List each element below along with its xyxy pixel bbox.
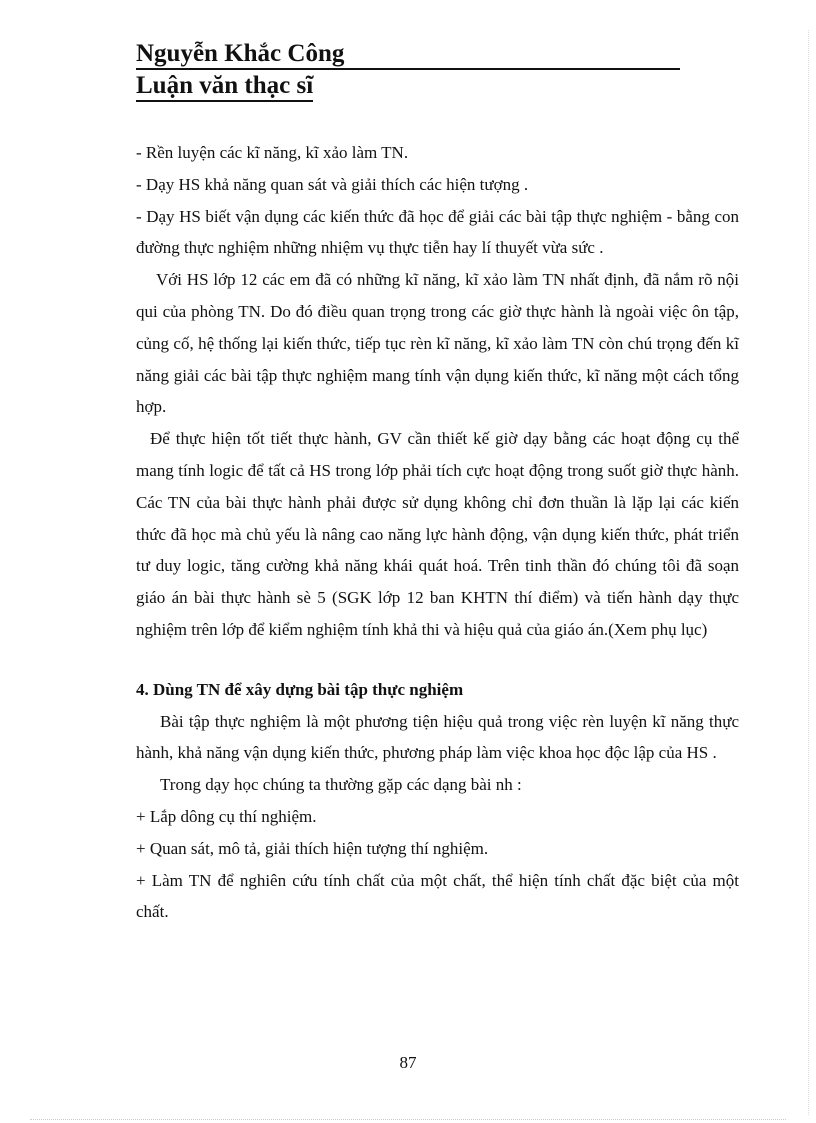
bullet-item: - Rền luyện các kĩ năng, kĩ xảo làm TN. [136,143,409,162]
list-item: + Làm TN để nghiên cứu tính chất của một chất, thể hiện tính chất đặc biệt của một chất. [136,870,739,922]
bullet-item: - Dạy HS khả năng quan sát và giải thích các hiện tượng . [136,174,529,194]
list-item: + Lắp dông cụ thí nghiệm. [136,806,317,826]
author-name: Nguyễn Khắc Công [136,40,680,70]
paragraph: Với HS lớp 12 các em đã có những kĩ năng, kĩ xảo làm TN nhất định, đã nắm rõ nội qui của phòng TN. Do đó điều quan trọng trong các giờ thực hành là ngoài việc ôn tập, củng cố, hệ thống lại kiến thức, tiếp tục rèn kĩ năng, kĩ xảo làm TN còn chú trọng đến kĩ năng giải các bài tập thực nghiệm mang tính vận dụng kiến thức, kĩ năng một cách tổng hợp. [136,270,739,417]
document-type: Luận văn thạc sĩ [136,72,313,102]
page-number: 87 [399,1053,417,1072]
paragraph: Để thực hiện tốt tiết thực hành, GV cần thiết kế giờ dạy bằng các hoạt động cụ thể mang tính logic để tất cả HS trong lớp phải tích cực hoạt động trong suốt giờ thực hành. Các TN của bài thực hành phải được sử dụng không chỉ đơn thuần là lặp lại các kiến thức đã học mà chủ yếu là nâng cao năng lực hành động, vận dụng kiến thức, phát triển tư duy logic, tăng cường khả năng khái quát hoá. Trên tinh thần đó chúng tôi đã soạn giáo án bài thực hành sè 5 (SGK lớp 12 ban KHTN thí điểm) và tiến hành dạy thực nghiệm trên lớp để kiểm nghiệm tính khả thi và hiệu quả của giáo án.(Xem phụ lục) [136,429,739,639]
page-header [136,40,684,102]
section-heading: 4. Dùng TN để xây dựng bài tập thực nghiệm [136,679,464,699]
paragraph: Trong dạy học chúng ta thường gặp các dạng bài nh : [160,775,522,795]
document-body [136,137,739,928]
bullet-item: - Dạy HS biết vận dụng các kiến thức đã học để giải các bài tập thực nghiệm - bằng con đường thực nghiệm những nhiệm vụ thực tiễn hay lí thuyết vừa sức . [136,206,739,258]
page-border-bottom [30,1119,786,1120]
paragraph: Bài tập thực nghiệm là một phương tiện hiệu quả trong việc rèn luyện kĩ năng thực hành, khả năng vận dụng kiến thức, phương pháp làm việc khoa học độc lập của HS . [136,711,739,763]
list-item: + Quan sát, mô tả, giải thích hiện tượng thí nghiệm. [136,838,489,858]
page-border-right [808,30,809,1115]
